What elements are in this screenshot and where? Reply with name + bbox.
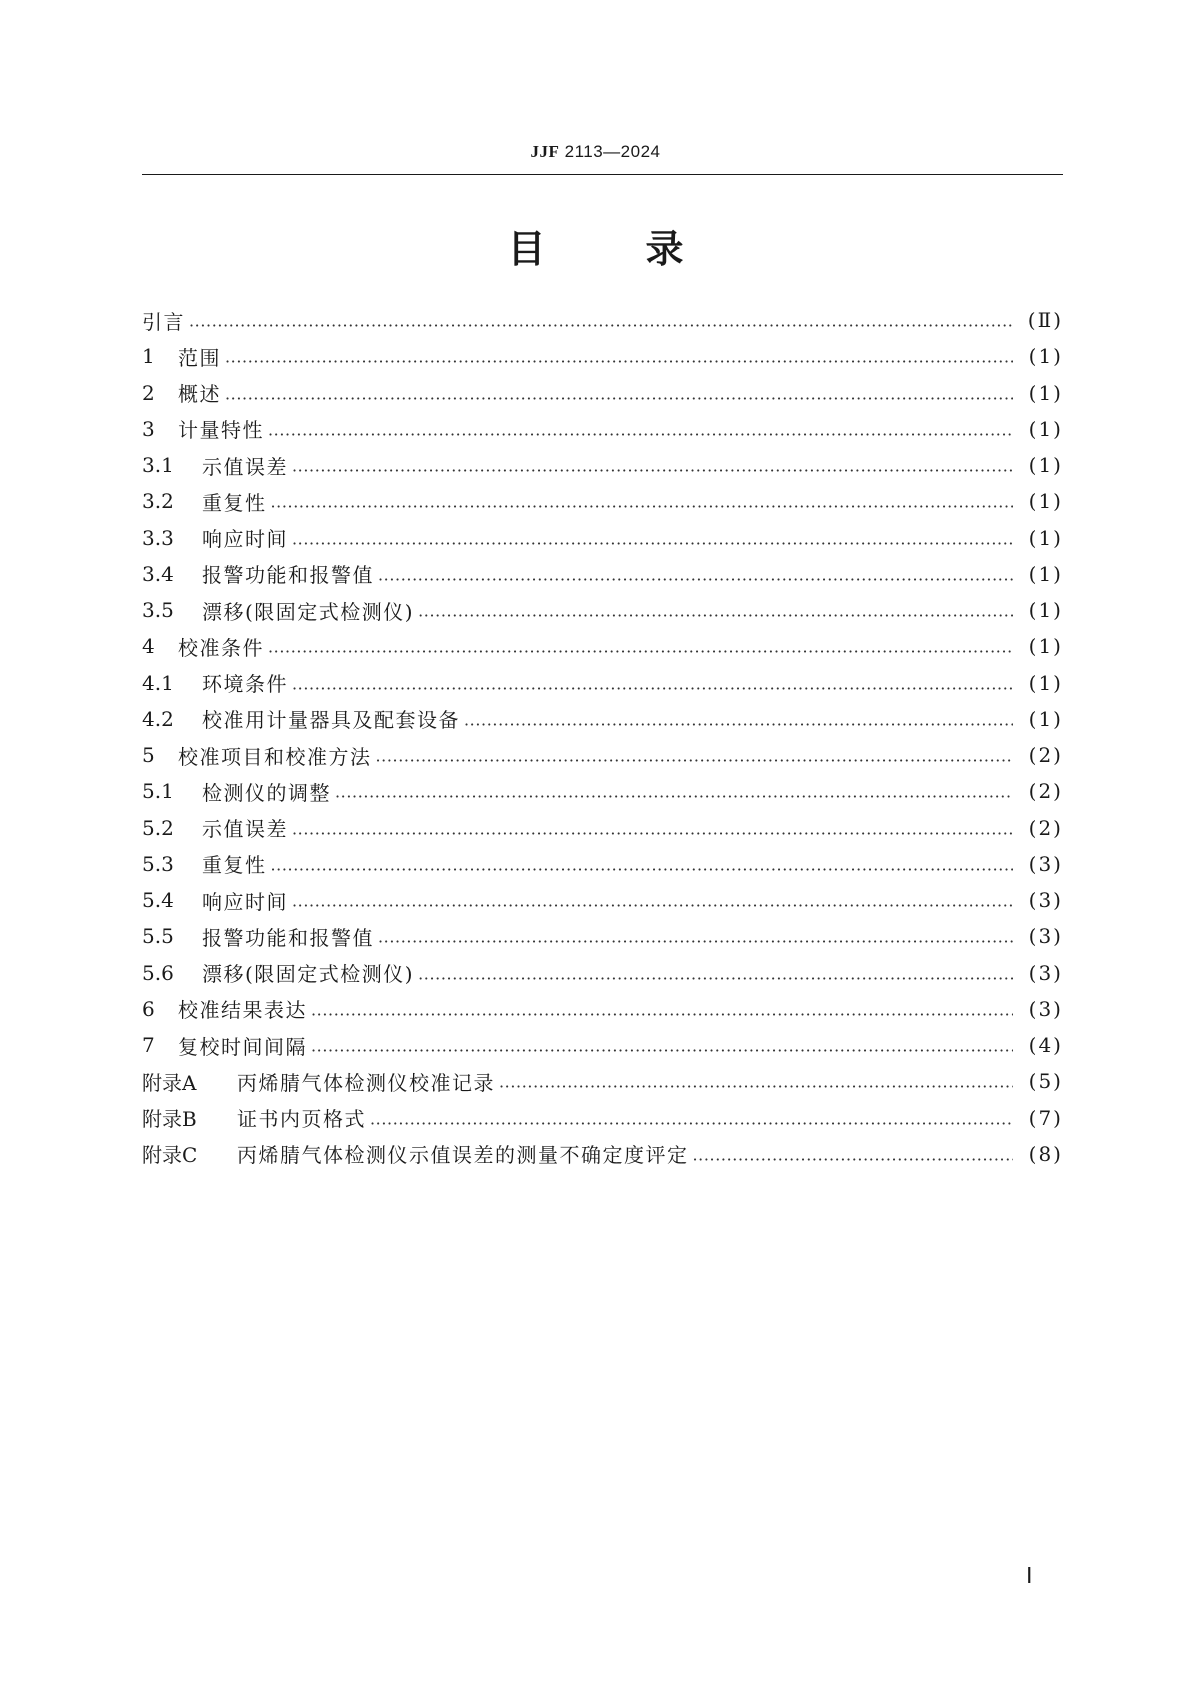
toc-dot-leader: [271, 856, 1014, 876]
toc-entry-page: (3): [1028, 888, 1063, 913]
toc-entry-title: 校准项目和校准方法: [178, 744, 372, 769]
toc-dot-leader: [311, 1037, 1013, 1057]
toc-entry-page: (4): [1028, 1033, 1063, 1058]
toc-entry[interactable]: [142, 665, 1063, 701]
toc-entry-number: 3.4: [142, 561, 174, 586]
toc-entry-page: (1): [1028, 670, 1063, 695]
toc-entry-page: (1): [1028, 525, 1063, 550]
toc-entry-number: 7: [142, 1033, 155, 1058]
toc-dot-leader: [225, 348, 1013, 368]
toc-entry-page: (2): [1028, 779, 1063, 804]
page-number: Ⅰ: [1026, 1563, 1033, 1588]
table-of-contents: [142, 302, 1063, 1172]
toc-entry-number: 5.6: [142, 960, 174, 985]
toc-dot-leader: [376, 747, 1014, 767]
toc-dot-leader: [225, 385, 1013, 405]
toc-entry-title: 校准结果表达: [178, 998, 307, 1023]
toc-entry-title: 重复性: [202, 853, 267, 878]
toc-entry[interactable]: [142, 991, 1063, 1027]
header-rule: [142, 174, 1063, 175]
toc-entry[interactable]: [142, 520, 1063, 556]
toc-entry-page: (1): [1028, 706, 1063, 731]
toc-entry-number: 3.2: [142, 489, 174, 514]
toc-entry-title: 漂移(限固定式检测仪): [202, 599, 415, 624]
toc-dot-leader: [268, 421, 1013, 441]
toc-entry[interactable]: [142, 1136, 1063, 1172]
toc-dot-leader: [335, 783, 1013, 803]
toc-entry[interactable]: [142, 302, 1063, 338]
toc-entry-page: (3): [1028, 996, 1063, 1021]
toc-entry-page: (8): [1028, 1141, 1063, 1166]
toc-entry-page: (1): [1028, 598, 1063, 623]
toc-entry-title: 响应时间: [202, 527, 288, 552]
toc-entry[interactable]: [142, 1100, 1063, 1136]
toc-entry-number: 5.3: [142, 851, 174, 876]
toc-entry-page: (1): [1028, 561, 1063, 586]
toc-entry[interactable]: [142, 701, 1063, 737]
toc-entry-page: (3): [1028, 851, 1063, 876]
toc-entry-title: 范围: [178, 345, 221, 370]
toc-entry-number: 3: [142, 416, 155, 441]
toc-entry[interactable]: [142, 1063, 1063, 1099]
toc-entry-title: 丙烯腈气体检测仪校准记录: [237, 1070, 495, 1095]
toc-entry[interactable]: [142, 918, 1063, 954]
toc-entry-title: 概述: [178, 382, 221, 407]
toc-entry-number: 附录C: [142, 1143, 198, 1168]
toc-entry[interactable]: [142, 955, 1063, 991]
toc-entry-number: 5.4: [142, 888, 174, 913]
toc-entry-page: (3): [1028, 960, 1063, 985]
standard-prefix: JJF: [530, 142, 560, 161]
toc-dot-leader: [292, 675, 1013, 695]
toc-entry-number: 4.1: [142, 670, 174, 695]
toc-entry-page: (1): [1028, 416, 1063, 441]
toc-entry-title: 示值误差: [202, 817, 288, 842]
toc-dot-leader: [418, 602, 1013, 622]
toc-entry-number: 附录A: [142, 1070, 197, 1095]
toc-entry-page: (5): [1028, 1069, 1063, 1094]
toc-entry-title: 漂移(限固定式检测仪): [202, 962, 415, 987]
toc-entry-page: (1): [1028, 380, 1063, 405]
toc-entry-number: 附录B: [142, 1107, 197, 1132]
toc-dot-leader: [292, 820, 1013, 840]
toc-entry-number: 4: [142, 634, 155, 659]
toc-entry-number: 5: [142, 743, 155, 768]
toc-dot-leader: [378, 928, 1013, 948]
toc-dot-leader: [370, 1110, 1013, 1130]
toc-dot-leader: [292, 457, 1013, 477]
toc-entry[interactable]: [142, 773, 1063, 809]
toc-entry-title: 丙烯腈气体检测仪示值误差的测量不确定度评定: [237, 1143, 689, 1168]
toc-entry[interactable]: [142, 737, 1063, 773]
toc-entry[interactable]: [142, 628, 1063, 664]
toc-entry-number: 5.1: [142, 779, 174, 804]
toc-entry-title: 示值误差: [202, 454, 288, 479]
toc-entry[interactable]: [142, 846, 1063, 882]
toc-entry[interactable]: [142, 338, 1063, 374]
page-title: [0, 218, 1191, 273]
toc-dot-leader: [292, 530, 1013, 550]
toc-entry-number: 3.5: [142, 598, 174, 623]
toc-dot-leader: [292, 892, 1013, 912]
toc-entry-page: (2): [1028, 815, 1063, 840]
toc-entry[interactable]: [142, 882, 1063, 918]
toc-dot-leader: [693, 1146, 1014, 1166]
toc-entry-title: 引言: [142, 309, 185, 334]
toc-entry-page: (7): [1028, 1105, 1063, 1130]
toc-entry-page: (1): [1028, 453, 1063, 478]
document-code: [0, 142, 1191, 162]
title-char-1: 目: [507, 227, 546, 271]
toc-dot-leader: [378, 566, 1013, 586]
toc-entry[interactable]: [142, 556, 1063, 592]
toc-entry[interactable]: [142, 375, 1063, 411]
toc-entry-title: 报警功能和报警值: [202, 563, 374, 588]
toc-entry[interactable]: [142, 810, 1063, 846]
toc-entry-title: 报警功能和报警值: [202, 925, 374, 950]
toc-entry[interactable]: [142, 411, 1063, 447]
toc-entry-page: (1): [1028, 489, 1063, 514]
toc-entry-title: 证书内页格式: [237, 1107, 366, 1132]
toc-entry-number: 6: [142, 996, 155, 1021]
toc-entry-number: 5.2: [142, 815, 174, 840]
toc-entry-title: 复校时间间隔: [178, 1034, 307, 1059]
toc-entry-number: 1: [142, 344, 155, 369]
toc-entry[interactable]: [142, 1027, 1063, 1063]
toc-entry-number: 2: [142, 380, 155, 405]
toc-entry[interactable]: [142, 483, 1063, 519]
toc-dot-leader: [311, 1001, 1013, 1021]
toc-dot-leader: [268, 638, 1013, 658]
toc-entry[interactable]: [142, 447, 1063, 483]
toc-entry-title: 响应时间: [202, 889, 288, 914]
toc-entry-title: 校准条件: [178, 635, 264, 660]
toc-entry-page: (Ⅱ): [1027, 308, 1063, 333]
toc-dot-leader: [189, 312, 1013, 332]
toc-entry-title: 校准用计量器具及配套设备: [202, 708, 460, 733]
toc-entry-number: 3.1: [142, 453, 174, 478]
toc-entry-number: 5.5: [142, 924, 174, 949]
toc-entry-page: (2): [1028, 743, 1063, 768]
toc-dot-leader: [271, 493, 1014, 513]
standard-number: 2113—2024: [559, 142, 661, 161]
toc-entry-number: 3.3: [142, 525, 174, 550]
toc-entry-title: 环境条件: [202, 672, 288, 697]
toc-dot-leader: [418, 965, 1013, 985]
toc-entry-title: 重复性: [202, 490, 267, 515]
toc-entry-page: (3): [1028, 924, 1063, 949]
toc-entry-page: (1): [1028, 634, 1063, 659]
toc-entry-title: 计量特性: [178, 418, 264, 443]
toc-entry-page: (1): [1028, 344, 1063, 369]
toc-dot-leader: [464, 711, 1013, 731]
toc-entry-number: 4.2: [142, 706, 174, 731]
toc-dot-leader: [499, 1073, 1013, 1093]
toc-entry-title: 检测仪的调整: [202, 780, 331, 805]
toc-entry[interactable]: [142, 592, 1063, 628]
title-char-2: 录: [645, 227, 684, 271]
